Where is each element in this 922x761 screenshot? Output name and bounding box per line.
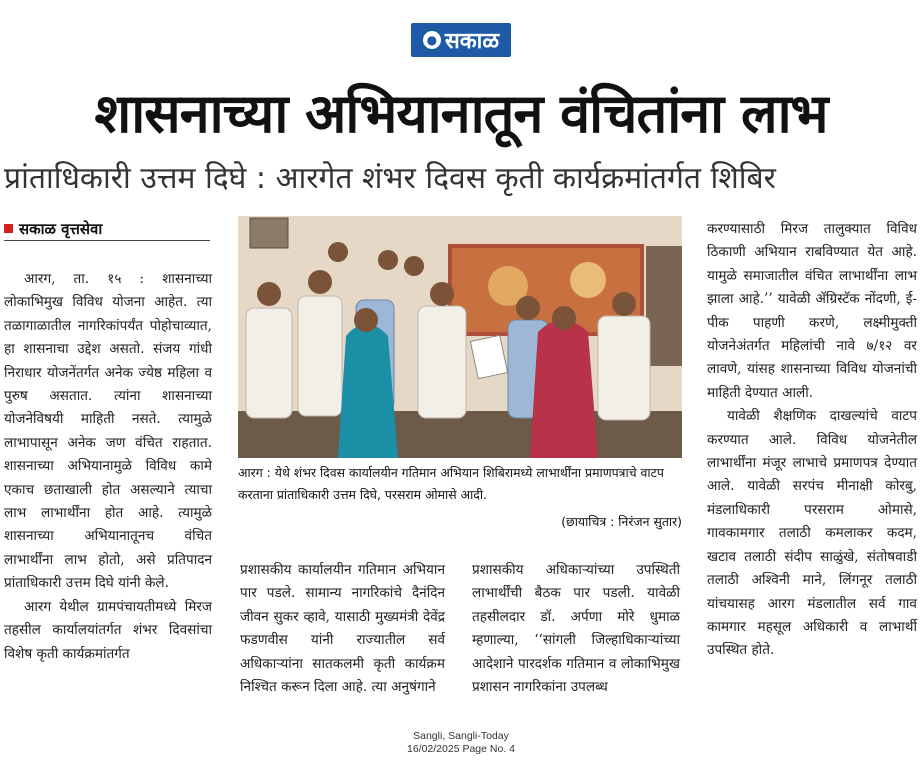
footer-edition: Sangli, Sangli-Today (413, 730, 509, 742)
subheadline: प्रांताधिकारी उत्तम दिघे : आरगेत शंभर दिवस कृती कार्यक्रमांतर्गत शिबिर (4, 161, 776, 196)
paragraph: यावेळी शैक्षणिक दाखल्यांचे वाटप करण्यात आले. विविध योजनेतील लाभार्थींना मंजूर लाभाचे प्रमाणपत्र देण्यात आले. यावेळी सरपंच मीनाक्षी कोरबु, मंडलाधिकारी परसराम ओमासे, गावकामगार तलाठी कमलाकर कदम, खटाव तलाठी संदीप साळुंखे, संतोषवाडी तलाठी अश्विनी माने, लिंगनूर तलाठी यांचयासह आरग मंडलातील सर्व गाव कामगार महसूल अधिकारी व लाभार्थी उपस्थित होते. (707, 408, 917, 659)
article-column-1 (4, 268, 212, 688)
headline: शासनाच्या अभियानातून वंचितांना लाभ (94, 82, 828, 145)
byline (4, 218, 210, 241)
paragraph: आरग, ता. १५ : शासनाच्या लोकाभिमुख विविध योजना आहेत. त्या तळागाळातील नागरिकांपर्यंत पोहोचाव्यात, हा शासनाचा उद्देश असतो. संजय गांधी निराधार योजनेंतर्गत अनेक ज्येष्ठ महिला व पुरुष असतात. त्यांना शासनाच्या योजनेविषयी माहिती नसते. त्यामुळे लाभापासून अनेक जण वंचित राहतात. शासनाच्या अभियानामुळे विविध कामे एकाच छताखाली होत असल्याने त्याचा लाभ लाभार्थींना होत आहे. त्यामुळे शासनाच्या अभियानातूनच वंचित लाभार्थींना लाभ होतो, असे प्रतिपादन प्रांताधिकारी उत्तम दिघे यांनी केले. (4, 271, 212, 592)
newspaper-logo (411, 23, 511, 57)
byline-square-icon (4, 224, 13, 233)
photo-caption: आरग : येथे शंभर दिवस कार्यालयीन गतिमान अभियान शिबिरामध्ये लाभार्थींना प्रमाणपत्राचे वाटप करताना प्रांताधिकारी उत्तम दिघे, परसराम ओमासे आदी. (238, 465, 664, 502)
photo-credit: (छायाचित्र : निरंजन सुतार) (561, 514, 682, 529)
logo-emblem-icon: ● (423, 31, 441, 49)
logo-text: सकाळ (444, 29, 500, 54)
page-footer (300, 730, 622, 760)
paragraph: आरग येथील ग्रामपंचायतीमध्ये मिरज तहसील कार्यालयांतर्गत शंभर दिवसांचा विशेष कृती कार्यक्रमांतर्गत (4, 598, 212, 662)
footer-date-page: 16/02/2025 Page No. 4 (406, 743, 515, 755)
paragraph: प्रशासकीय कार्यालयीन गतिमान अभियान पार पडले. सामान्य नागरिकांचे दैनंदिन जीवन सुकर व्हावे, यासाठी मुख्यमंत्री देवेंद्र फडणवीस यांनी राज्यातील सर्व अधिकाऱ्यांना सातकलमी कृती कार्यक्रम निश्चित करून दिला आहे. त्या अनुषंगाने (240, 562, 445, 696)
byline-text: सकाळ वृत्तसेवा (19, 220, 103, 238)
article-column-4 (707, 218, 917, 758)
article-column-3 (472, 559, 680, 749)
article-column-2 (240, 559, 445, 749)
photo-illustration (238, 216, 682, 458)
paragraph: प्रशासकीय अधिकाऱ्यांच्या उपस्थिती लाभार्थींची बैठक पार पडली. यावेळी तहसीलदार डॉ. अर्पणा मोरे धुमाळ म्हणाल्या, ‘‘सांगली जिल्हाधिकाऱ्यांच्या आदेशाने पारदर्शक गतिमान व लोकाभिमुख प्रशासन नागरिकांना उपलब्ध (472, 562, 680, 696)
paragraph: करण्यासाठी मिरज तालुक्यात विविध ठिकाणी अभियान राबविण्यात येत आहे. यामुळे समाजातील वंचित लाभार्थींना लाभ झाला आहे.’’ यावेळी ॲग्रिस्टॅक नोंदणी, ई-पीक पाहणी करणे, लक्ष्मीमुक्ती योजनेअंतर्गत महिलांची नावे ७/१२ वर लावणे, यांसह शासनाच्या विविध योजनांची माहिती देण्यात आली. (707, 221, 917, 401)
news-photo (238, 216, 682, 458)
